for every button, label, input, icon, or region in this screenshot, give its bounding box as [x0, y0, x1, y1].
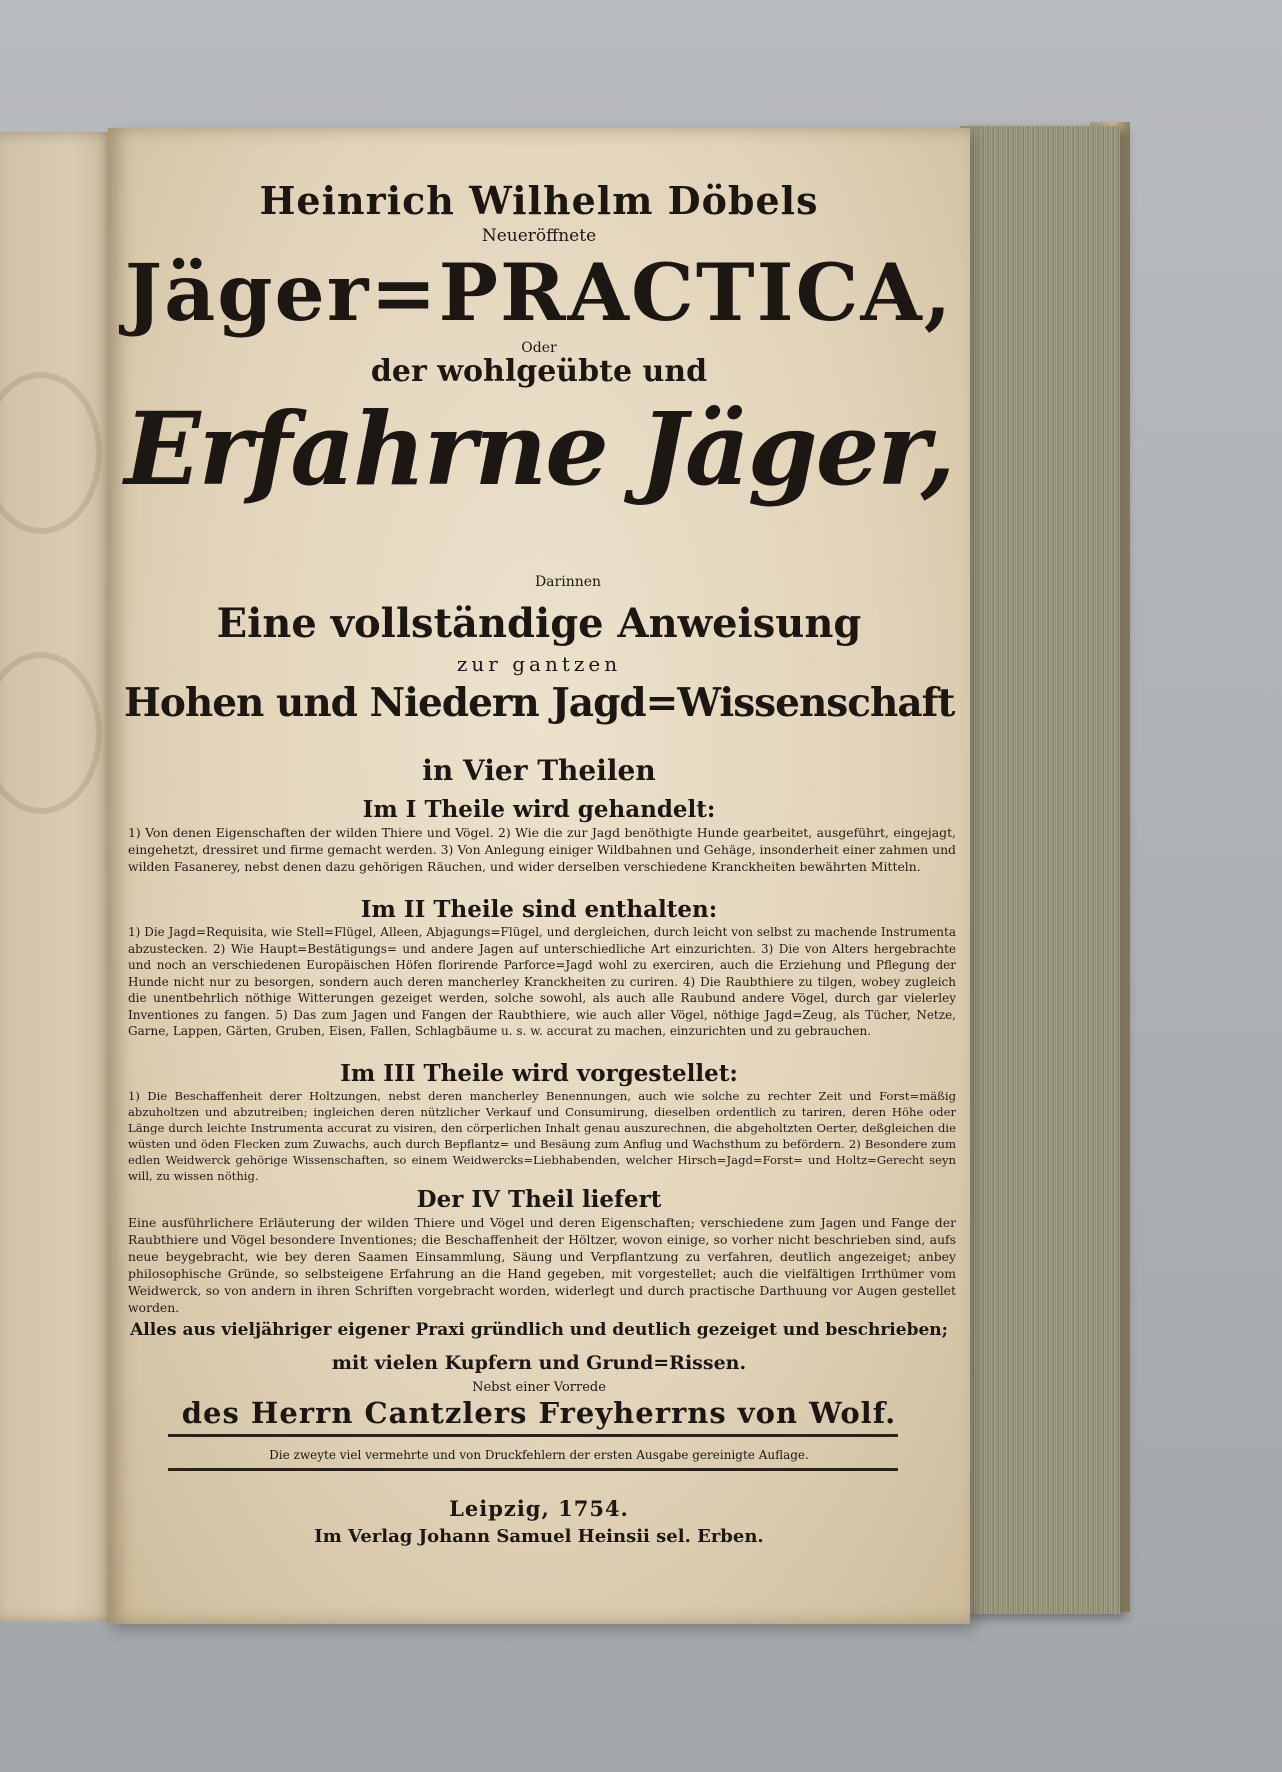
edition-note: Die zweyte viel vermehrte und von Druckfehlern der ersten Ausgabe gereinigte Auflage.	[269, 1448, 809, 1462]
author-name: Heinrich Wilhelm Döbels	[259, 178, 819, 223]
jagd-wissenschaft-line: Hohen und Niedern Jagd=Wissenschaft	[124, 680, 955, 726]
main-title: Jäger=PRACTICA,	[124, 246, 954, 339]
part4-text: Eine ausführlichere Erläuterung der wilden Thiere und Vögel und deren Eigenschaften; verschiedene zum Jagen und Fange der Raubthiere und Vögel besondere Inventiones; die Beschaffenheit der Höltzer, wovon einige, so vorher nicht beschrieben sind, aufs neue beygebracht, wie bey deren Saamen Einsammlung, Säung und Verpflantzung zu verfahren, deutlich angezeiget; anbey philosophische Gründe, so selbsteigene Erfahrung an die Hand gegeben, mit vorgestellet; auch die vielfältigen Irrthümer vom Weidwerck, so von andern in ihren Schriften vorgebracht worden, widerlegt und durch practische Darthuung vor Augen gestellet worden.	[128, 1215, 956, 1315]
darinnen-text: Darinnen	[534, 574, 602, 590]
part2-text: 1) Die Jagd=Requisita, wie Stell=Flügel, Alleen, Abjagungs=Flügel, und dergleichen, durch leicht von selbst zu machende Instrumenta abzustecken. 2) Wie Haupt=Bestätigungs= und andere Jagen auf unterschiedliche Art einzurichten. 3) Die von Alters hergebrachte und noch an verschiedenen Europäischen Höfen florirende Parforce=Jagd wohl zu exerciren, auch die Erziehung und Pflegung der Hunde nicht nur zu besorgen, sondern auch deren mancherley Kranckheiten zu curiren. 4) Die Raubthiere zu tilgen, wobey zugleich die unentbehrlich nöthige Witterungen gezeiget werden, solche sowohl, als auch alle Raubund andere Vögel, durch gar vielerley Inventiones zu fangen. 5) Das zum Jagen und Fangen der Raubthiere, wie auch aller Vögel, nöthige Jagd=Zeug, als Tücher, Netze, Garne, Lappen, Gärten, Gruben, Eisen, Fallen, Schlagbäume u. s. w. accurat zu machen, einzurichten und zu gebrauchen.	[128, 925, 956, 1038]
erfahrne-jaeger-title: Erfahrne Jäger,	[124, 390, 954, 508]
alles-line: Alles aus vieljähriger eigener Praxi gründlich und deutlich gezeiget und beschrieben;	[130, 1320, 948, 1340]
part3-heading: Im III Theile wird vorgestellet:	[340, 1060, 738, 1087]
zur-gantzen-line: zur gantzen	[456, 652, 622, 676]
vier-theilen-line: in Vier Theilen	[422, 754, 656, 787]
part1-heading: Im I Theile wird gehandelt:	[362, 796, 716, 823]
kupfern-line: mit vielen Kupfern und Grund=Rissen.	[331, 1352, 747, 1374]
part4-heading: Der IV Theil liefert	[416, 1186, 662, 1213]
faded-ornament	[0, 372, 102, 534]
rule-top	[168, 1434, 898, 1437]
wohlgeuebte-line: der wohlgeübte und	[370, 354, 708, 389]
part1-text: 1) Von denen Eigenschaften der wilden Thiere und Vögel. 2) Wie die zur Jagd benöthigte Hunde gearbeitet, ausgeführt, eingejagt, eingehetzt, dressiret und firme gemacht werden. 3) Von Anlegung einiger Wildbahnen und Gehäge, insonderheit einer zahmen und wilden Fasanerey, nebst denen dazu gehörigen Räuchen, und wider derselben verschiedene Kranckheiten bewährten Mitteln.	[128, 825, 956, 874]
anweisung-line: Eine vollständige Anweisung	[216, 600, 862, 647]
part2-heading: Im II Theile sind enthalten:	[360, 896, 718, 923]
wolf-line: des Herrn Cantzlers Freyherrns von Wolf.	[181, 1396, 897, 1430]
left-page	[0, 132, 118, 1622]
rule-bottom	[168, 1468, 898, 1471]
faded-ornament	[0, 652, 102, 814]
page-block-edges	[960, 126, 1120, 1614]
subtitle-neueroeffnete: Neueröffnete	[481, 226, 597, 246]
oder-text: Oder	[521, 340, 557, 356]
title-page	[108, 128, 970, 1624]
imprint-place-year: Leipzig, 1754.	[449, 1496, 629, 1521]
publisher-line: Im Verlag Johann Samuel Heinsii sel. Erben.	[314, 1526, 764, 1547]
part3-text: 1) Die Beschaffenheit derer Holtzungen, nebst deren mancherley Benennungen, auch wie solche zu rechter Zeit und Forst=mäßig abzuholtzen und abzutreiben; ingleichen deren nützlicher Verkauf und Consumirung, dieselben ordentlich zu tariren, deren Höhe oder Länge durch leichte Instrumenta accurat zu visiren, den cörperlichen Inhalt genau auszurechnen, die abgeholtzten Oerter, deßgleichen die wüsten und öden Flecken zum Zuwachs, auch durch Bepflantz= und Besäung zum Anflug und Wachsthum zu befördern. 2) Besondere zum edlen Weidwerck gehörige Wissenschaften, so einem Weidwercks=Liebhabenden, welcher Hirsch=Jagd=Forst= und Holtz=Gerecht seyn will, zu wissen nöthig.	[128, 1089, 956, 1183]
vorrede-line: Nebst einer Vorrede	[472, 1380, 606, 1395]
